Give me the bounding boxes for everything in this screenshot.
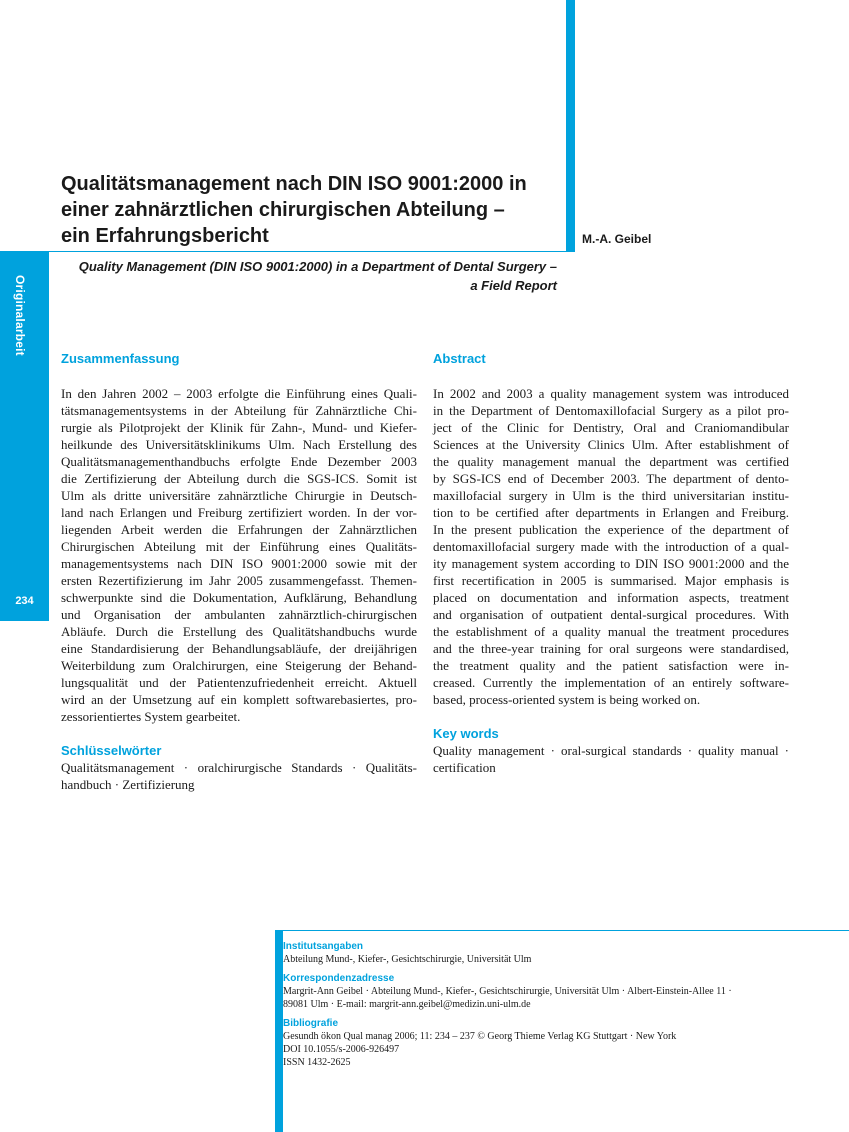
text-line: und Organisation der ambulanten zahnärztlich-chirurgischen <box>61 607 417 622</box>
text-line: and the three-year training for oral surgeons were standardised, <box>433 641 789 656</box>
text-line: heilkunde des Universitätsklinikums Ulm. Nach Erstellung des <box>61 437 417 452</box>
text-line: eine Standardisierung der Behandlungsabläufe, der dreijährigen <box>61 641 417 656</box>
schluesselwoerter-heading: Schlüsselwörter <box>61 743 162 758</box>
author: M.-A. Geibel <box>582 232 652 246</box>
text-line: based, process-oriented system is being worked on. <box>433 692 701 707</box>
text-line: In the present publication the experience of the department of <box>433 522 789 537</box>
text-line: by SGS-ICS end of December 2003. The department of dento- <box>433 471 789 486</box>
institut-line: Abteilung Mund-, Kiefer-, Gesichtschirurgie, Universität Ulm <box>283 954 532 965</box>
institut-heading: Institutsangaben <box>283 941 364 952</box>
key-words-text <box>433 742 789 776</box>
zusammenfassung-heading: Zusammenfassung <box>61 351 180 366</box>
page-number: 234 <box>15 595 34 607</box>
bibliografie-line: Gesundh ökon Qual manag 2006; 11: 234 – 237 © Georg Thieme Verlag KG Stuttgart · New York <box>283 1031 677 1042</box>
text-line: Sciences at the University Clinics Ulm. After establishment of <box>433 437 789 452</box>
subtitle-line: a Field Report <box>470 278 557 293</box>
text-line: Weiterbildung zum Oralchirurgen, eine Steigerung der Behand- <box>61 658 417 673</box>
side-tab-label: Originalarbeit <box>13 275 27 356</box>
text-line: wird an der Umsetzung auf ein komplett softwarebasiertes, pro- <box>61 692 417 707</box>
abstract-text <box>433 385 789 708</box>
text-line: ity management system according to DIN ISO 9001:2000 and the <box>433 556 789 571</box>
text-line: in the Department of Dentomaxillofacial Surgery as a pilot pro- <box>433 403 789 418</box>
text-line: creased. Currently the implementation of an entirely software- <box>433 675 789 690</box>
text-line: land nach Erlangen und Freiburg zertifiziert worden. In der vor- <box>61 505 417 520</box>
korrespondenz-heading: Korrespondenzadresse <box>283 973 395 984</box>
key-words-block <box>433 725 789 776</box>
title-line: Qualitätsmanagement nach DIN ISO 9001:2000 in <box>61 173 527 195</box>
bibliografie-group <box>283 1017 823 1069</box>
text-line: certification <box>433 760 496 775</box>
text-line: the treatment quality and the patient satisfaction were in- <box>433 658 789 673</box>
text-line: die Zertifizierung der Abteilung durch die SGS-ICS. Somit ist <box>61 471 417 486</box>
right-column <box>433 350 789 708</box>
text-line: Chirurgischen Abteilung mit der Einführung eines Qualitäts- <box>61 539 417 554</box>
bibliografie-line: DOI 10.1055/s-2006-926497 <box>283 1044 400 1055</box>
korrespondenz-line: Margrit-Ann Geibel · Abteilung Mund-, Kiefer-, Gesichtschirurgie, Universität Ulm · Albert-Einstein-Allee 11 · <box>283 986 732 997</box>
text-line: handbuch · Zertifizierung <box>61 777 195 792</box>
text-line: Quality management · oral-surgical standards · quality manual · <box>433 743 789 758</box>
article-title <box>61 171 561 249</box>
text-line: the establishment of a quality manual the treatment procedures <box>433 624 789 639</box>
schluesselwoerter-text <box>61 759 417 793</box>
article-info-box <box>283 940 823 1075</box>
key-words-heading: Key words <box>433 726 499 741</box>
text-line: maxillofacial surgery in Ulm is the third universitarian institu- <box>433 488 789 503</box>
bibliografie-heading: Bibliografie <box>283 1018 339 1029</box>
text-line: the quality management manual the department was certified <box>433 454 789 469</box>
title-line: ein Erfahrungsbericht <box>61 225 269 247</box>
text-line: schwerpunkte sind die Dokumentation, Aufklärung, Behandlung <box>61 590 417 605</box>
text-line: Abläufe. Durch die Erstellung des Qualitätshandbuchs wurde <box>61 624 417 639</box>
text-line: rurgie als Pilotprojekt der Klinik für Zahn-, Mund- und Kiefer- <box>61 420 417 435</box>
text-line: In den Jahren 2002 – 2003 erfolgte die Einführung eines Quali- <box>61 386 417 401</box>
left-column <box>61 350 417 725</box>
text-line: tätsmanagementsystems in der Abteilung für Zahnärztliche Chi- <box>61 403 417 418</box>
text-line: dentomaxillofacial surgery made with the introduction of a qual- <box>433 539 789 554</box>
title-line: einer zahnärztlichen chirurgischen Abteilung – <box>61 199 505 221</box>
text-line: Ulm als dritte universitäre zahnärztliche Chirurgie in Deutsch- <box>61 488 417 503</box>
zusammenfassung-text <box>61 385 417 725</box>
text-line: Qualitätsmanagement · oralchirurgische Standards · Qualitäts- <box>61 760 417 775</box>
schluesselwoerter-block <box>61 742 417 793</box>
korrespondenz-group <box>283 972 823 1011</box>
text-line: placed on documentation and information aspects, treatment <box>433 590 789 605</box>
text-line: tion to be certified after departments in Erlangen and Freiburg. <box>433 505 789 520</box>
institut-group <box>283 940 823 966</box>
text-line: ject of the Clinic for Dentistry, Oral and Craniomandibular <box>433 420 789 435</box>
title-underline <box>49 251 575 252</box>
text-line: liegenden Arbeit werden die Erfahrungen der Zahnärztlichen <box>61 522 417 537</box>
footer-divider <box>283 930 849 931</box>
title-accent-bar <box>566 0 575 252</box>
text-line: In 2002 and 2003 a quality management system was introduced <box>433 386 789 401</box>
bibliografie-line: ISSN 1432-2625 <box>283 1057 351 1068</box>
abstract-heading: Abstract <box>433 351 486 366</box>
text-line: and organisation of outpatient dental-surgical procedures. With <box>433 607 789 622</box>
subtitle-line: Quality Management (DIN ISO 9001:2000) in a Department of Dental Surgery – <box>78 259 557 274</box>
text-line: ersten Rezertifizierung im Jahr 2005 zusammengefasst. Themen- <box>61 573 417 588</box>
text-line: lungsqualität und der Patientenzufriedenheit erreicht. Aktuell <box>61 675 417 690</box>
text-line: managementsystems nach DIN ISO 9001:2000 sowie mit der <box>61 556 417 571</box>
text-line: first recertification in 2005 is summarised. Major emphasis is <box>433 573 789 588</box>
text-line: zessorientiertes System gearbeitet. <box>61 709 241 724</box>
english-title <box>79 257 557 295</box>
text-line: Qualitätsmanagementhandbuchs erfolgte Ende Dezember 2003 <box>61 454 417 469</box>
footer-accent-bar <box>275 930 283 1132</box>
korrespondenz-line: 89081 Ulm · E-mail: margrit-ann.geibel@medizin.uni-ulm.de <box>283 999 531 1010</box>
